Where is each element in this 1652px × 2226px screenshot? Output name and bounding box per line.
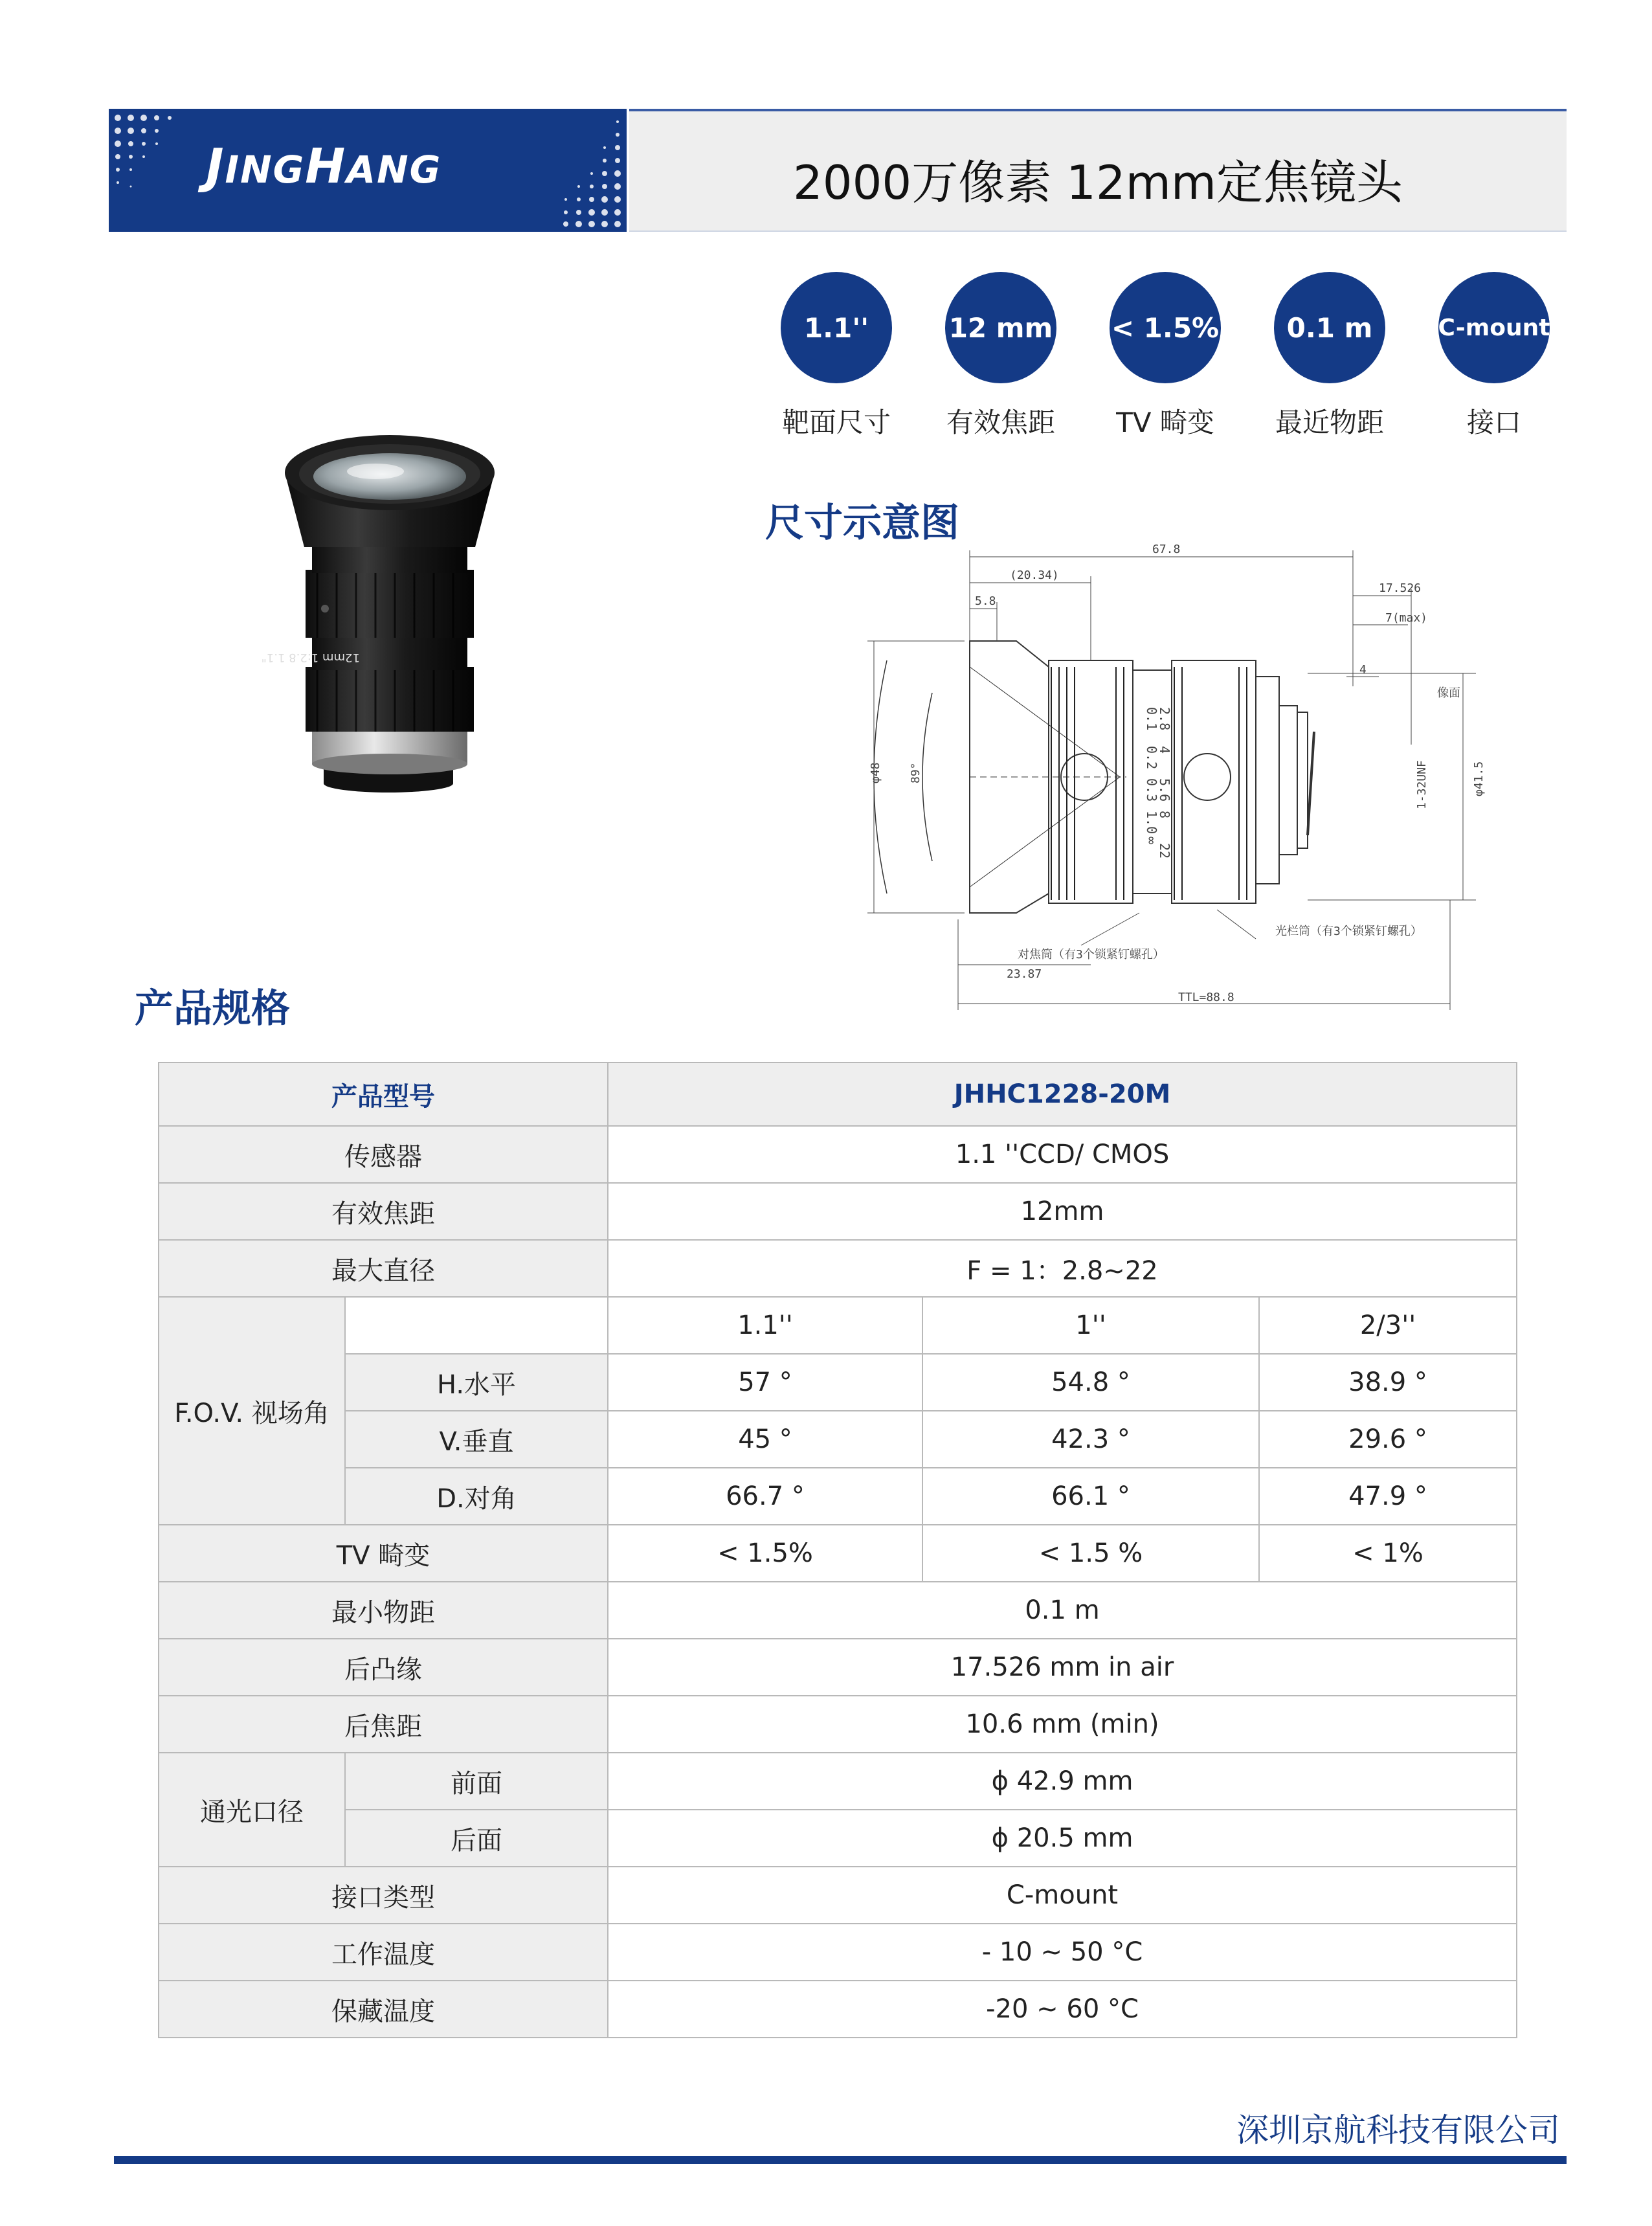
row-value: 1.1 ''CCD/ CMOS — [608, 1126, 1517, 1183]
spec-label-focal-length: 有效焦距 — [946, 407, 1055, 438]
iris-scale-0: 2.8 — [1157, 707, 1172, 731]
dim-view-angle: 89° — [909, 762, 922, 783]
row-value: < 1.5 % — [922, 1525, 1259, 1582]
row-label: 后凸缘 — [159, 1639, 608, 1696]
row-label: D.对角 — [345, 1468, 608, 1525]
spec-circle-min-distance: 0.1 m — [1274, 272, 1385, 383]
logo-banner — [109, 109, 627, 232]
table-row-fov-d — [159, 1468, 1517, 1525]
iris-scale-1: 4 — [1157, 746, 1172, 754]
dimension-drawing — [867, 537, 1515, 1023]
dimension-section-title: 尺寸示意图 — [765, 500, 959, 546]
table-row-st-temp — [159, 1981, 1517, 2038]
iris-scale-2: 5.6 — [1157, 778, 1172, 802]
lens-marking-text: 12mm 1:2.8 1.1" — [261, 651, 360, 664]
row-label: 最小物距 — [159, 1582, 608, 1639]
row-value: 45 ° — [608, 1411, 922, 1468]
spec-circle-focal-length: 12 mm — [945, 272, 1056, 383]
table-row-aperture — [159, 1240, 1517, 1297]
spec-circle-mount: C-mount — [1438, 272, 1550, 383]
dim-iris-ring-note: 光栏筒（有3个锁紧钉螺孔） — [1275, 925, 1422, 938]
row-label: 后面 — [345, 1810, 608, 1867]
table-row-op-temp — [159, 1924, 1517, 1981]
row-value: ϕ 20.5 mm — [608, 1810, 1517, 1867]
model-label: 产品型号 — [159, 1062, 608, 1126]
dim-rear-dia: φ41.5 — [1472, 761, 1486, 796]
dim-mount-step: 4 — [1359, 663, 1367, 677]
dim-front-length: 23.87 — [1007, 967, 1042, 981]
dot-pattern-left — [109, 109, 186, 232]
dim-front-dia: φ48 — [869, 762, 882, 783]
model-value: JHHC1228-20M — [608, 1062, 1517, 1126]
spec-table — [158, 1062, 1517, 2038]
row-value: 29.6 ° — [1259, 1411, 1517, 1468]
table-row-fov-v — [159, 1411, 1517, 1468]
footer-divider — [114, 2156, 1567, 2164]
row-value: -20 ~ 60 °C — [608, 1981, 1517, 2038]
table-row-aperture-rear — [159, 1810, 1517, 1867]
logo-text: JINGHANG — [206, 139, 442, 194]
row-value: F = 1：2.8~22 — [608, 1240, 1517, 1297]
row-value: C-mount — [608, 1867, 1517, 1924]
dim-thread: 1-32UNF — [1415, 760, 1429, 809]
row-value: < 1% — [1259, 1525, 1517, 1582]
table-row-model — [159, 1062, 1517, 1126]
row-label: 传感器 — [159, 1126, 608, 1183]
table-row-fov-h — [159, 1354, 1517, 1411]
row-label: 有效焦距 — [159, 1183, 608, 1240]
fov-col-1: 1.1'' — [608, 1297, 922, 1354]
focus-scale-1: 0.2 — [1144, 746, 1159, 770]
row-label: 最大直径 — [159, 1240, 608, 1297]
row-label: 保藏温度 — [159, 1981, 608, 2038]
iris-scale-3: 8 — [1157, 811, 1172, 819]
row-label: 接口类型 — [159, 1867, 608, 1924]
row-label: 前面 — [345, 1753, 608, 1810]
table-row-focal — [159, 1183, 1517, 1240]
row-value: 12mm — [608, 1183, 1517, 1240]
row-value: 54.8 ° — [922, 1354, 1259, 1411]
row-value: 17.526 mm in air — [608, 1639, 1517, 1696]
table-row-tv — [159, 1525, 1517, 1582]
spec-label-mount: 接口 — [1466, 407, 1521, 438]
page-title: 2000万像素 12mm定焦镜头 — [792, 155, 1403, 210]
dim-front-ring: (20.34) — [1010, 568, 1059, 582]
spec-circle-distortion: < 1.5% — [1110, 272, 1221, 383]
row-label: 后焦距 — [159, 1696, 608, 1753]
dim-ttl: TTL=88.8 — [1178, 991, 1234, 1004]
row-label: TV 畸变 — [159, 1525, 608, 1582]
dot-pattern-right — [549, 109, 627, 232]
row-value: 47.9 ° — [1259, 1468, 1517, 1525]
aperture-dia-label: 通光口径 — [159, 1753, 345, 1867]
focus-scale-3: 1.0 — [1144, 811, 1159, 835]
table-row-aperture-front — [159, 1753, 1517, 1810]
fov-empty-cell — [345, 1297, 608, 1354]
lens-product-photo — [261, 421, 518, 796]
row-value: 57 ° — [608, 1354, 922, 1411]
table-row-mount — [159, 1867, 1517, 1924]
row-value: - 10 ~ 50 °C — [608, 1924, 1517, 1981]
row-value: 38.9 ° — [1259, 1354, 1517, 1411]
spec-label-min-distance: 最近物距 — [1275, 407, 1384, 438]
row-value: 10.6 mm (min) — [608, 1696, 1517, 1753]
fov-col-2: 1'' — [922, 1297, 1259, 1354]
row-value: 42.3 ° — [922, 1411, 1259, 1468]
row-label: H.水平 — [345, 1354, 608, 1411]
footer-company-name: 深圳京航科技有限公司 — [1236, 2111, 1560, 2149]
table-row-mod — [159, 1582, 1517, 1639]
focus-scale-0: 0.1 — [1144, 707, 1159, 731]
table-row-fov-header — [159, 1297, 1517, 1354]
focus-scale-4: ∞ — [1144, 837, 1159, 845]
table-row-sensor — [159, 1126, 1517, 1183]
focus-scale-2: 0.3 — [1144, 778, 1159, 802]
row-value: 0.1 m — [608, 1582, 1517, 1639]
dim-total-width: 67.8 — [1152, 543, 1181, 556]
table-row-bfl — [159, 1696, 1517, 1753]
spec-label-sensor-size: 靶面尺寸 — [781, 407, 891, 438]
dim-focus-ring-note: 对焦筒（有3个锁紧钉螺孔） — [1018, 948, 1165, 961]
row-value: 66.1 ° — [922, 1468, 1259, 1525]
dim-front-step: 5.8 — [975, 594, 996, 608]
row-label: V.垂直 — [345, 1411, 608, 1468]
dim-flange: 17.526 — [1379, 581, 1422, 595]
row-value: < 1.5% — [608, 1525, 922, 1582]
iris-scale-4: 22 — [1157, 843, 1172, 859]
dim-image-plane: 像面 — [1437, 686, 1460, 700]
spec-circle-sensor-size: 1.1'' — [781, 272, 892, 383]
row-value: ϕ 42.9 mm — [608, 1753, 1517, 1810]
table-row-flange — [159, 1639, 1517, 1696]
spec-label-distortion: TV 畸变 — [1116, 407, 1214, 438]
fov-label: F.O.V. 视场角 — [159, 1297, 345, 1525]
row-value: 66.7 ° — [608, 1468, 922, 1525]
fov-col-3: 2/3'' — [1259, 1297, 1517, 1354]
title-bar — [629, 109, 1567, 232]
dim-max-protrusion: 7(max) — [1385, 611, 1428, 625]
row-label: 工作温度 — [159, 1924, 608, 1981]
spec-section-title: 产品规格 — [135, 986, 290, 1031]
